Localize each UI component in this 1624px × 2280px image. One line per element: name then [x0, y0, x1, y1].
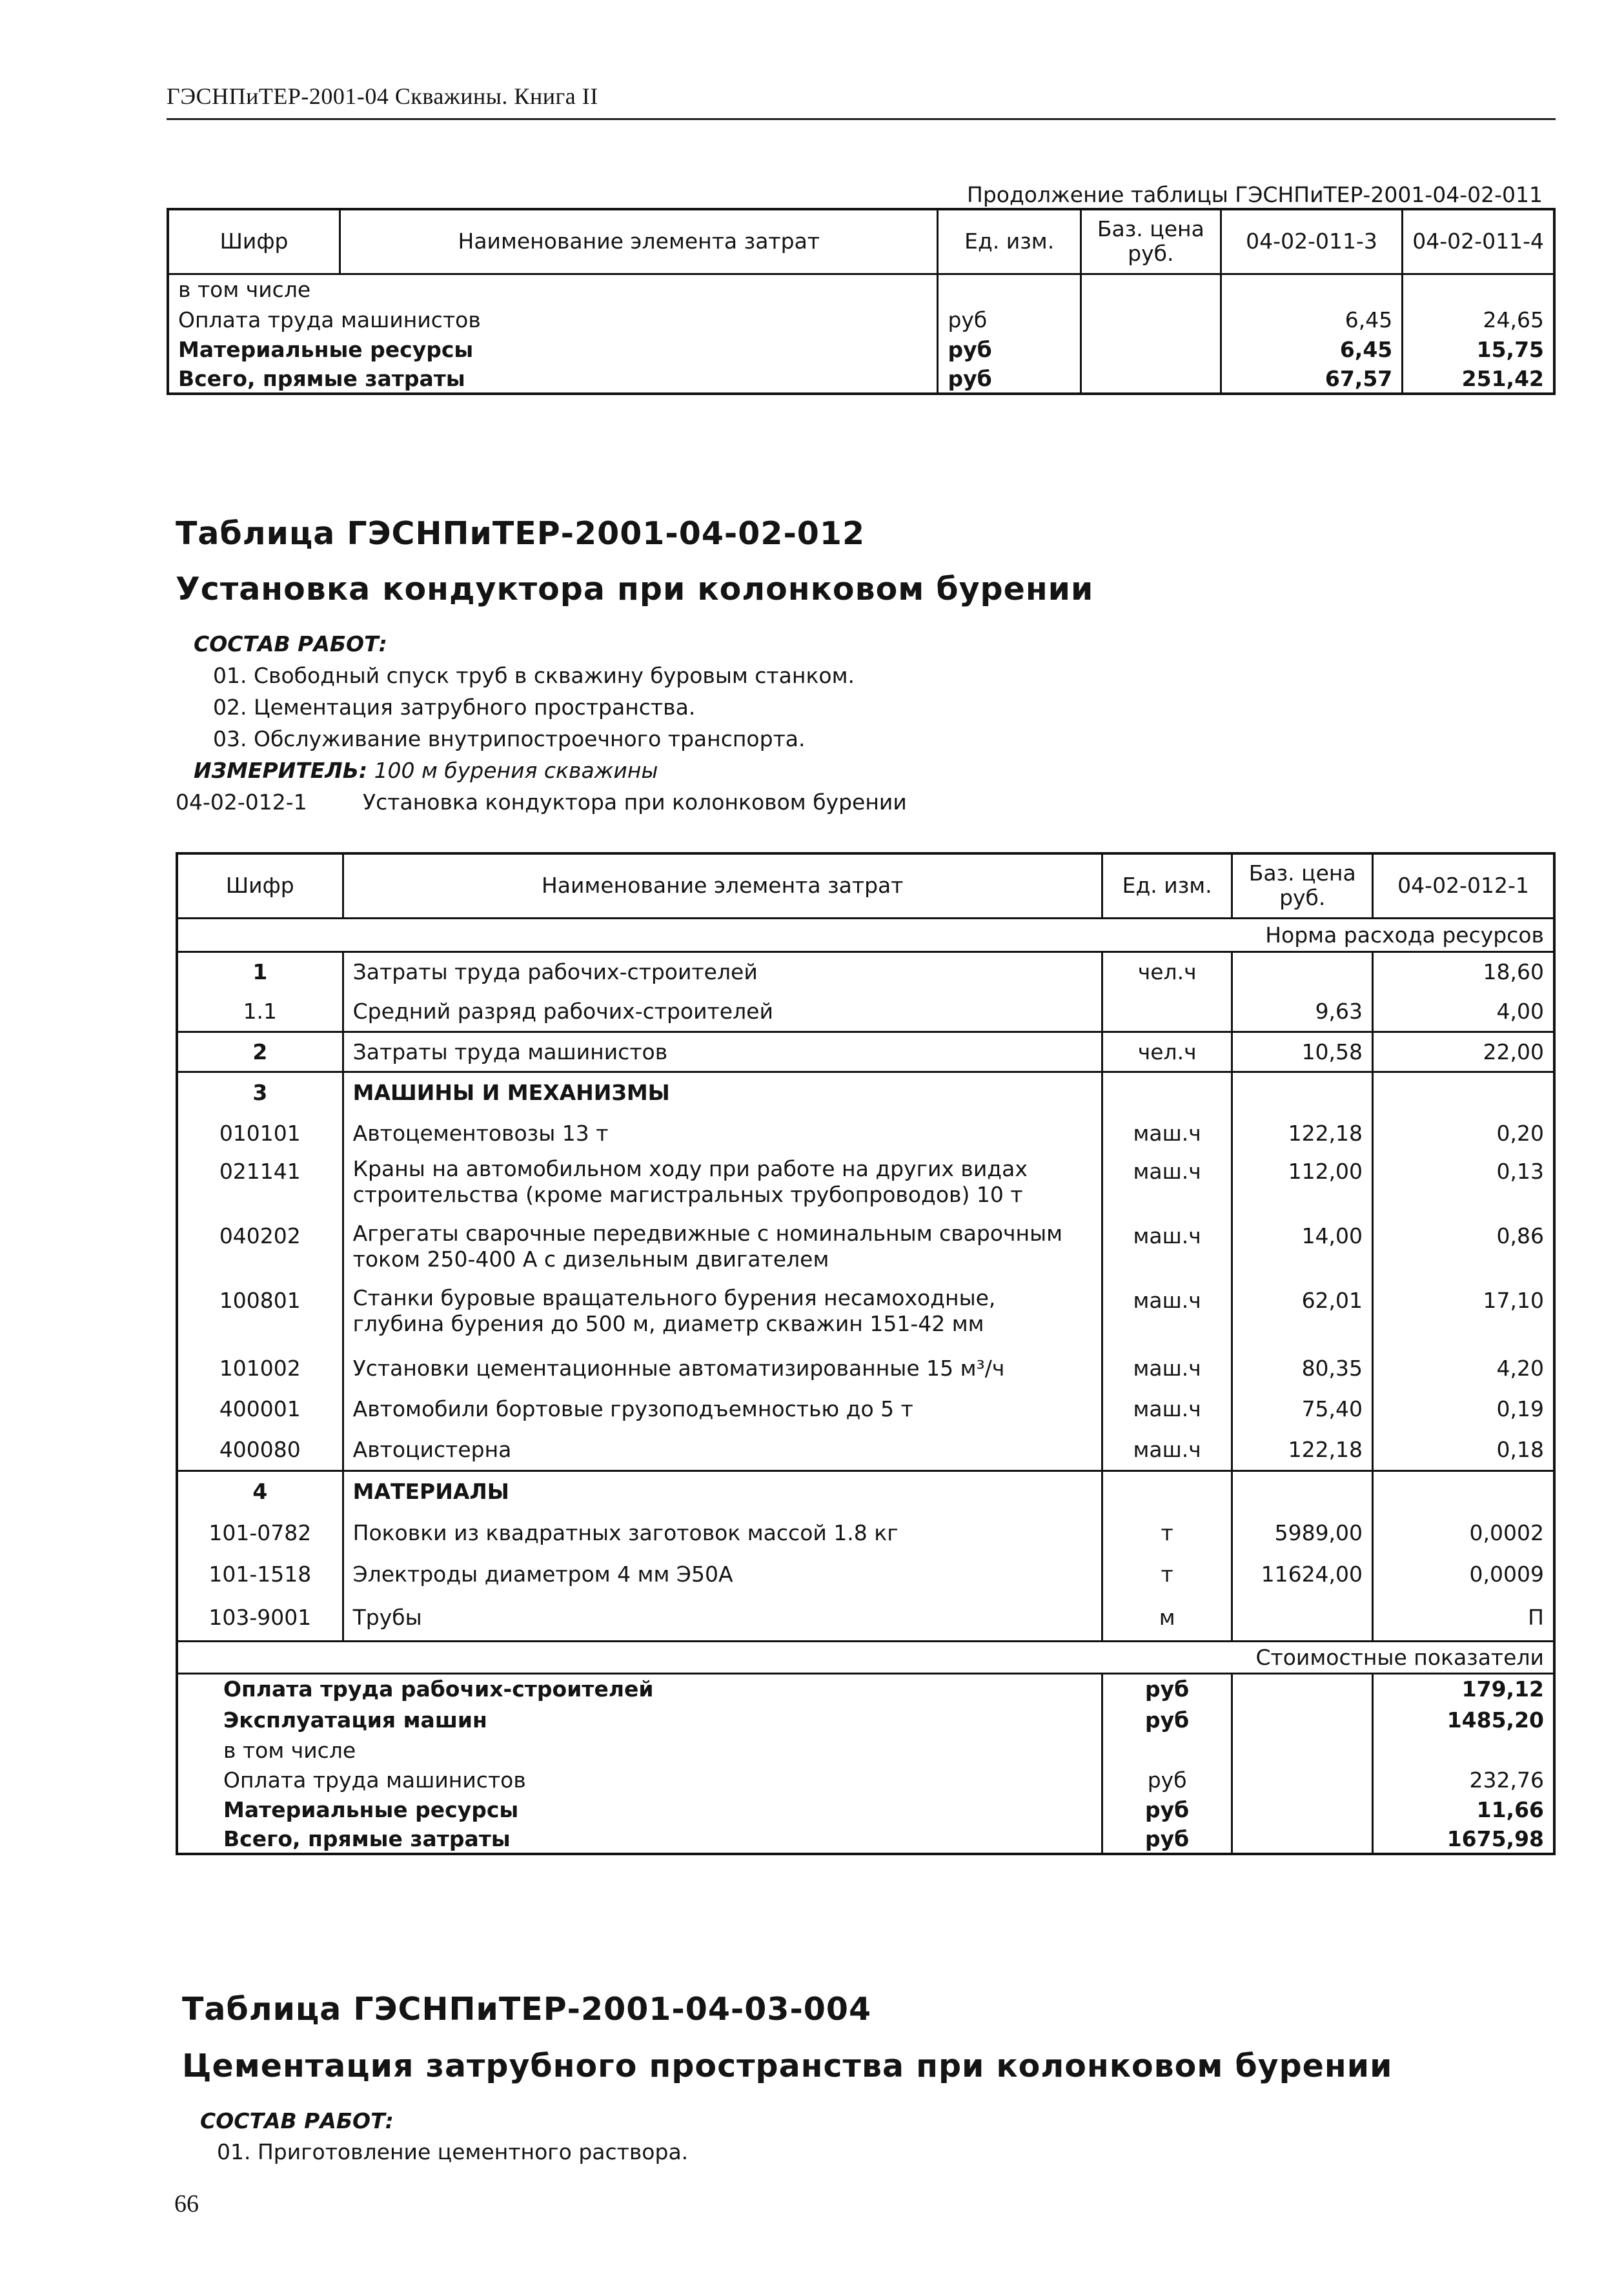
row-name: Затраты труда рабочих-строителей — [343, 952, 1102, 992]
work-item: 02. Цементация затрубного пространства. — [213, 695, 696, 720]
row-value: 0,20 — [1373, 1113, 1554, 1154]
row-unit: руб — [938, 305, 1081, 334]
table-row — [177, 1283, 1554, 1347]
row-value: 0,13 — [1373, 1154, 1554, 1218]
row-code: 2 — [177, 1032, 343, 1072]
table-row — [177, 1429, 1554, 1471]
row-unit — [1102, 992, 1232, 1032]
row-value — [1373, 1471, 1554, 1512]
cost-price — [1232, 1673, 1373, 1704]
table-012-header-row — [177, 853, 1554, 918]
row-name: Установки цементационные автоматизированные 15 м³/ч — [343, 1347, 1102, 1389]
cost-row — [177, 1673, 1554, 1704]
row-code: 103-9001 — [177, 1594, 343, 1641]
cost-unit: руб — [1102, 1704, 1232, 1735]
cost-name: Оплата труда машинистов — [223, 1767, 526, 1793]
meter-label: ИЗМЕРИТЕЛЬ: — [194, 758, 368, 783]
row-a: 6,45 — [1221, 334, 1402, 364]
row-value: 0,19 — [1373, 1389, 1554, 1429]
cost-row — [177, 1824, 1554, 1854]
page-number: 66 — [174, 2190, 199, 2217]
cost-name: Оплата труда рабочих-строителей — [223, 1676, 654, 1702]
row-unit: маш.ч — [1102, 1218, 1232, 1283]
table-row — [168, 364, 1554, 394]
table-row — [177, 1072, 1554, 1113]
row-name: Автоцистерна — [343, 1429, 1102, 1471]
row-price: 9,63 — [1232, 992, 1373, 1032]
table-03-004-title: Таблица ГЭСНПиТЕР-2001-04-03-004 — [182, 1991, 872, 2028]
col-unit-header: Ед. изм. — [1102, 853, 1232, 918]
table-row — [177, 1218, 1554, 1283]
row-code: 4 — [252, 1479, 268, 1505]
row-name: Средний разряд рабочих-строителей — [343, 992, 1102, 1032]
row-value: 0,86 — [1373, 1218, 1554, 1283]
row-price — [1232, 1594, 1373, 1641]
row-unit: т — [1102, 1553, 1232, 1594]
cost-price — [1232, 1795, 1373, 1824]
row-unit: маш.ч — [1102, 1429, 1232, 1471]
table-row — [177, 1512, 1554, 1553]
row-value: 18,60 — [1373, 952, 1554, 992]
row-price: 112,00 — [1232, 1154, 1373, 1218]
row-code: 3 — [252, 1080, 268, 1106]
norm-label-row — [177, 918, 1554, 952]
row-value: П — [1373, 1594, 1554, 1641]
table-row — [177, 1471, 1554, 1512]
header-rule — [167, 118, 1556, 120]
continuation-caption: Продолжение таблицы ГЭСНПиТЕР-2001-04-02-011 — [967, 182, 1543, 207]
cost-value: 232,76 — [1373, 1765, 1554, 1795]
work-item: 01. Свободный спуск труб в скважину буровым станком. — [213, 663, 855, 688]
row-a: 6,45 — [1221, 305, 1402, 334]
table-row — [177, 1113, 1554, 1154]
row-unit: маш.ч — [1102, 1154, 1232, 1218]
cost-name: Эксплуатация машин — [223, 1707, 487, 1733]
row-unit: руб — [938, 364, 1081, 394]
row-unit: руб — [938, 334, 1081, 364]
norm-label: Норма расхода ресурсов — [177, 918, 1554, 952]
cost-unit: руб — [1102, 1795, 1232, 1824]
row-price: 5989,00 — [1232, 1512, 1373, 1553]
row-unit: м — [1102, 1594, 1232, 1641]
meter-line — [194, 758, 658, 783]
row-price: 11624,00 — [1232, 1553, 1373, 1594]
row-unit: маш.ч — [1102, 1389, 1232, 1429]
row-value: 22,00 — [1373, 1032, 1554, 1072]
col-price-header: Баз. цена руб. — [1232, 853, 1373, 918]
row-a: 67,57 — [1221, 364, 1402, 394]
col-norm-header: 04-02-012-1 — [1373, 853, 1554, 918]
row-code: 1.1 — [177, 992, 343, 1032]
cost-row — [177, 1765, 1554, 1795]
cost-unit: руб — [1102, 1824, 1232, 1854]
row-name: в том числе — [178, 277, 311, 303]
table-row — [168, 334, 1554, 364]
row-price: 62,01 — [1232, 1283, 1373, 1347]
row-code: 021141 — [219, 1159, 301, 1184]
table-code: 04-02-012-1 — [176, 789, 307, 815]
cost-price — [1232, 1824, 1373, 1854]
table-012-title: Таблица ГЭСНПиТЕР-2001-04-02-012 — [176, 515, 866, 552]
row-unit — [1102, 1471, 1232, 1512]
cost-label-row — [177, 1641, 1554, 1673]
table-row — [177, 992, 1554, 1032]
row-unit: чел.ч — [1102, 1032, 1232, 1072]
row-price: 122,18 — [1232, 1113, 1373, 1154]
row-code: 010101 — [219, 1121, 301, 1146]
cost-unit — [1102, 1735, 1232, 1765]
cost-row — [177, 1795, 1554, 1824]
row-name: Автомобили бортовые грузоподъемностью до 5 т — [343, 1389, 1102, 1429]
row-price: 10,58 — [1232, 1032, 1373, 1072]
row-price: 122,18 — [1232, 1429, 1373, 1471]
col-a-header: 04-02-011-3 — [1221, 209, 1402, 274]
row-name: Станки буровые вращательного бурения несамоходные, глубина бурения до 500 м, диаметр скважин 151-42 мм — [343, 1283, 1102, 1347]
row-name: Краны на автомобильном ходу при работе на других видах строительства (кроме магистральных трубопроводов) 10 т — [343, 1154, 1102, 1218]
row-price — [1081, 364, 1221, 394]
table-row — [177, 952, 1554, 992]
row-code: 101002 — [219, 1355, 301, 1381]
row-unit: чел.ч — [1102, 952, 1232, 992]
running-header: ГЭСНПиТЕР-2001-04 Скважины. Книга II — [167, 83, 598, 109]
cost-name: Всего, прямые затраты — [223, 1826, 511, 1851]
row-code: 100801 — [219, 1288, 301, 1313]
work-item: 01. Приготовление цементного раствора. — [217, 2139, 689, 2164]
cost-price — [1232, 1765, 1373, 1795]
row-name: Затраты труда машинистов — [343, 1032, 1102, 1072]
cost-price — [1232, 1704, 1373, 1735]
row-name: Поковки из квадратных заготовок массой 1.8 кг — [343, 1512, 1102, 1553]
row-code: 040202 — [219, 1223, 301, 1248]
work-item: 03. Обслуживание внутрипостроечного транспорта. — [213, 726, 806, 751]
cost-value: 11,66 — [1373, 1795, 1554, 1824]
row-name: Всего, прямые затраты — [178, 365, 465, 391]
row-name: Материальные ресурсы — [178, 336, 474, 362]
col-b-header: 04-02-011-4 — [1403, 209, 1554, 274]
row-unit: маш.ч — [1102, 1283, 1232, 1347]
table-row — [168, 274, 1554, 305]
table-code-description: Установка кондуктора при колонковом бурении — [363, 789, 907, 815]
cost-value — [1373, 1735, 1554, 1765]
table-row — [177, 1389, 1554, 1429]
table-012 — [176, 852, 1556, 1855]
table-row — [177, 1154, 1554, 1218]
work-composition-heading: СОСТАВ РАБОТ: — [200, 2108, 394, 2133]
row-value: 0,0002 — [1373, 1512, 1554, 1553]
row-name: Агрегаты сварочные передвижные с номинальным сварочным током 250-400 А с дизельным двигателем — [343, 1218, 1102, 1283]
cost-name: Материальные ресурсы — [223, 1797, 519, 1822]
col-name-header: Наименование элемента затрат — [340, 209, 938, 274]
row-price — [1232, 1072, 1373, 1113]
cost-unit: руб — [1102, 1673, 1232, 1704]
col-code-header: Шифр — [177, 853, 343, 918]
row-name: МАШИНЫ И МЕХАНИЗМЫ — [343, 1072, 1102, 1113]
col-name-header: Наименование элемента затрат — [343, 853, 1102, 918]
row-price: 80,35 — [1232, 1347, 1373, 1389]
table-03-004-subtitle: Цементация затрубного пространства при колонковом бурении — [182, 2048, 1393, 2084]
table-row — [177, 1032, 1554, 1072]
continuation-header-row — [168, 209, 1554, 274]
row-price — [1081, 305, 1221, 334]
row-b: 251,42 — [1403, 364, 1554, 394]
row-value: 17,10 — [1373, 1283, 1554, 1347]
table-012-subtitle: Установка кондуктора при колонковом бурении — [176, 571, 1094, 607]
row-a — [1221, 274, 1402, 305]
cost-row — [177, 1735, 1554, 1765]
table-row — [177, 1553, 1554, 1594]
cost-value: 1485,20 — [1373, 1704, 1554, 1735]
col-price-header: Баз. цена руб. — [1081, 209, 1221, 274]
row-code: 101-1518 — [208, 1561, 312, 1587]
table-row — [168, 305, 1554, 334]
col-unit-header: Ед. изм. — [938, 209, 1081, 274]
row-name: Трубы — [343, 1594, 1102, 1641]
row-b: 24,65 — [1403, 305, 1554, 334]
cost-value: 1675,98 — [1373, 1824, 1554, 1854]
row-value: 4,00 — [1373, 992, 1554, 1032]
cost-unit: руб — [1102, 1765, 1232, 1795]
row-price — [1232, 1471, 1373, 1512]
row-unit: т — [1102, 1512, 1232, 1553]
row-name: Электроды диаметром 4 мм Э50А — [343, 1553, 1102, 1594]
row-price — [1232, 952, 1373, 992]
row-value: 0,18 — [1373, 1429, 1554, 1471]
cost-row — [177, 1704, 1554, 1735]
row-code: 400080 — [177, 1429, 343, 1471]
row-price — [1081, 274, 1221, 305]
table-code-line — [176, 789, 907, 815]
row-name: Автоцементовозы 13 т — [343, 1113, 1102, 1154]
row-unit — [1102, 1072, 1232, 1113]
row-code: 101-0782 — [208, 1520, 312, 1545]
table-row — [177, 1594, 1554, 1641]
row-b — [1403, 274, 1554, 305]
row-unit: маш.ч — [1102, 1347, 1232, 1389]
row-unit — [938, 274, 1081, 305]
cost-price — [1232, 1735, 1373, 1765]
row-code: 1 — [252, 959, 268, 985]
row-b: 15,75 — [1403, 334, 1554, 364]
row-code: 400001 — [219, 1396, 301, 1421]
table-row — [177, 1347, 1554, 1389]
row-value — [1373, 1072, 1554, 1113]
cost-label: Стоимостные показатели — [177, 1641, 1554, 1673]
row-price: 75,40 — [1232, 1389, 1373, 1429]
row-value: 4,20 — [1373, 1347, 1554, 1389]
continuation-table — [167, 208, 1556, 395]
row-price: 14,00 — [1232, 1218, 1373, 1283]
row-unit: маш.ч — [1102, 1113, 1232, 1154]
row-name: МАТЕРИАЛЫ — [343, 1471, 1102, 1512]
row-price — [1081, 334, 1221, 364]
row-name: Оплата труда машинистов — [178, 307, 481, 332]
cost-name: в том числе — [223, 1737, 356, 1763]
work-composition-heading: СОСТАВ РАБОТ: — [194, 631, 387, 657]
meter-value: 100 м бурения скважины — [374, 758, 658, 783]
row-value: 0,0009 — [1373, 1553, 1554, 1594]
cost-value: 179,12 — [1373, 1673, 1554, 1704]
col-code-header: Шифр — [168, 209, 340, 274]
